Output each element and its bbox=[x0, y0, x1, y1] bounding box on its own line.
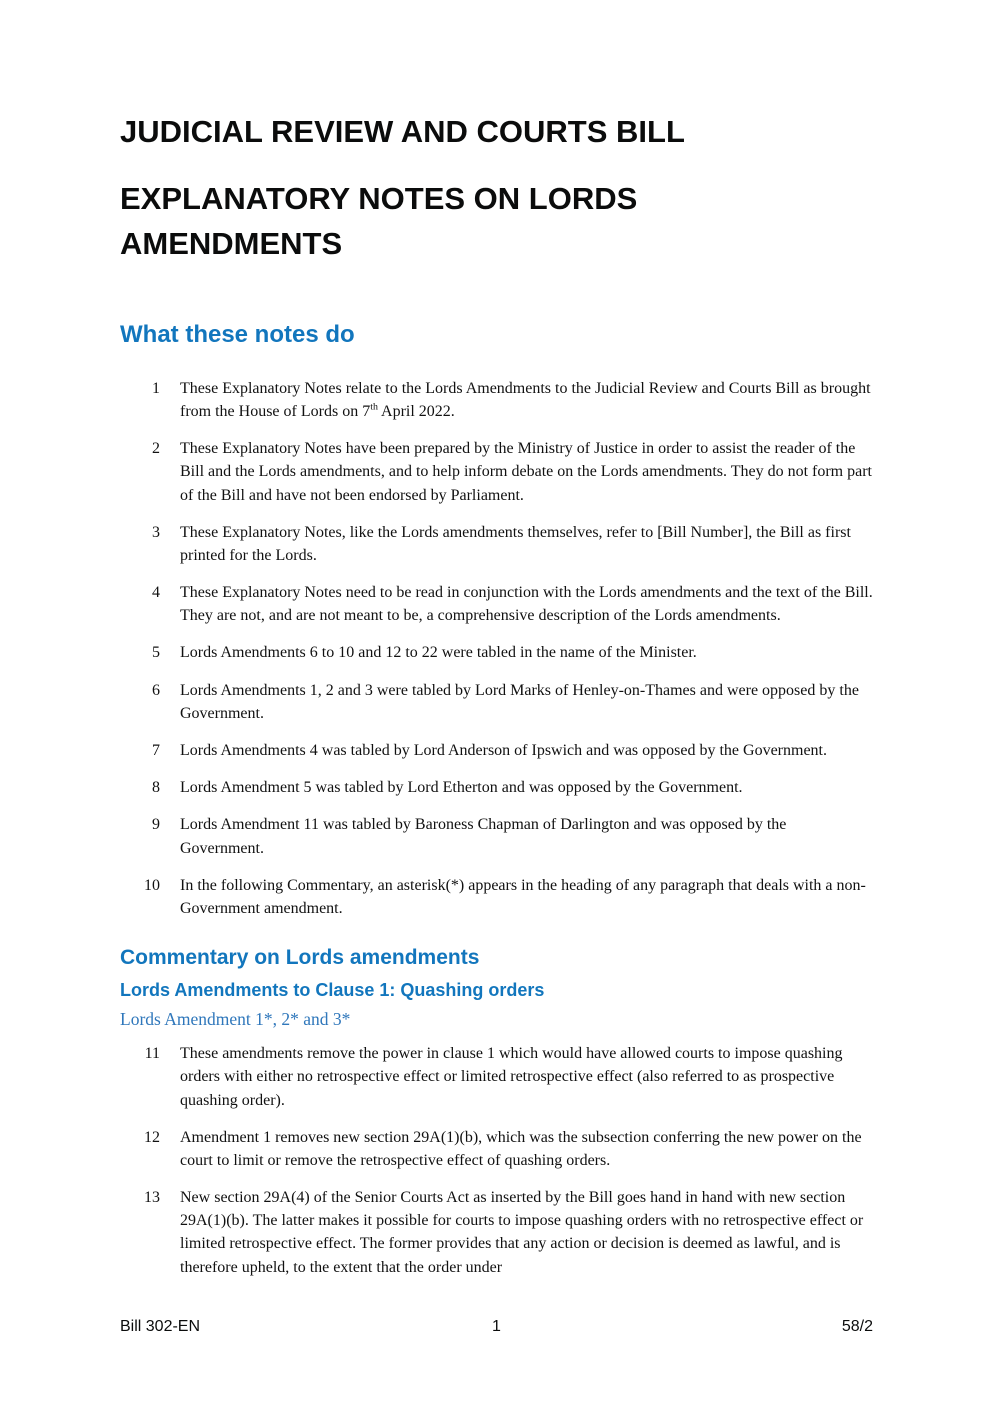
paragraph-text: Amendment 1 removes new section 29A(1)(b), which was the subsection conferring the new power on the court to limit or remove the retrospective effect of quashing orders. bbox=[180, 1128, 862, 1169]
paragraph-number: 2 bbox=[152, 440, 160, 458]
paragraph-1 bbox=[120, 377, 873, 423]
paragraph-text: Lords Amendment 5 was tabled by Lord Etherton and was opposed by the Government. bbox=[180, 779, 743, 797]
paragraph-number: 7 bbox=[152, 742, 160, 760]
subsection-heading-clause-1: Lords Amendments to Clause 1: Quashing orders bbox=[120, 980, 545, 1001]
paragraph-number: 1 bbox=[152, 379, 160, 397]
paragraph-text: These Explanatory Notes have been prepared by the Ministry of Justice in order to assist the reader of the Bill and the Lords amendments, and to help inform debate on the Lords amendments. They do not form part of the Bill and have not been endorsed by Parliament. bbox=[180, 440, 872, 504]
paragraph-2 bbox=[120, 437, 873, 507]
paragraph-number: 12 bbox=[144, 1128, 160, 1146]
paragraph-number: 5 bbox=[152, 644, 160, 662]
paragraph-text: Lords Amendments 4 was tabled by Lord Anderson of Ipswich and was opposed by the Government. bbox=[180, 742, 827, 760]
paragraph-text: In the following Commentary, an asterisk(*) appears in the heading of any paragraph that deals with a non-Government amendment. bbox=[180, 876, 866, 917]
paragraph-number: 10 bbox=[144, 876, 160, 894]
document-title: JUDICIAL REVIEW AND COURTS BILL bbox=[120, 114, 685, 149]
paragraph-text: Lords Amendments 1, 2 and 3 were tabled by Lord Marks of Henley-on-Thames and were opposed by the Government. bbox=[180, 681, 859, 722]
paragraph-13 bbox=[120, 1186, 873, 1279]
paragraph-number: 6 bbox=[152, 681, 160, 699]
paragraph-number: 11 bbox=[144, 1045, 160, 1063]
paragraph-5 bbox=[120, 641, 873, 664]
paragraph-text: These amendments remove the power in clause 1 which would have allowed courts to impose quashing orders with either no retrospective effect or limited retrospective effect (also referred to as prospective quashing order). bbox=[180, 1045, 843, 1109]
paragraph-4 bbox=[120, 581, 873, 627]
footer-page-number: 1 bbox=[492, 1318, 501, 1335]
paragraph-number: 13 bbox=[144, 1189, 160, 1207]
paragraph-number: 3 bbox=[152, 523, 160, 541]
section-heading-what-these-notes-do: What these notes do bbox=[120, 320, 355, 348]
paragraph-11 bbox=[120, 1042, 873, 1112]
paragraph-number: 9 bbox=[152, 816, 160, 834]
paragraph-text-post: April 2022. bbox=[377, 402, 455, 420]
intro-paragraphs bbox=[120, 377, 873, 920]
paragraph-7 bbox=[120, 739, 873, 762]
footer-session-number: 58/2 bbox=[841, 1318, 873, 1335]
paragraph-10 bbox=[120, 874, 873, 920]
commentary-paragraphs bbox=[120, 1042, 873, 1279]
page-footer bbox=[120, 1318, 873, 1336]
ordinal-superscript: th bbox=[370, 401, 378, 413]
section-heading-commentary: Commentary on Lords amendments bbox=[120, 946, 480, 970]
paragraph-number: 8 bbox=[152, 779, 160, 797]
document-subtitle: EXPLANATORY NOTES ON LORDS AMENDMENTS bbox=[120, 180, 638, 261]
paragraph-text: These Explanatory Notes need to be read in conjunction with the Lords amendments and the text of the Bill. They are not, and are not meant to be, a comprehensive description of the Lords amendments. bbox=[180, 584, 873, 625]
paragraph-12 bbox=[120, 1126, 873, 1172]
paragraph-text: New section 29A(4) of the Senior Courts Act as inserted by the Bill goes hand in hand with new section 29A(1)(b). The latter makes it possible for courts to impose quashing orders with no retrospective effect or limited retrospective effect. The former provides that any action or decision is deemed as lawful, and is therefore upheld, to the extent that the order under bbox=[180, 1189, 864, 1276]
paragraph-number: 4 bbox=[152, 584, 160, 602]
paragraph-8 bbox=[120, 776, 873, 799]
paragraph-3 bbox=[120, 521, 873, 567]
paragraph-text: Lords Amendments 6 to 10 and 12 to 22 were tabled in the name of the Minister. bbox=[180, 644, 697, 662]
paragraph-text bbox=[180, 377, 873, 423]
paragraph-text-pre: These Explanatory Notes relate to the Lords Amendments to the Judicial Review and Courts Bill as brought from the House of Lords on 7 bbox=[180, 379, 871, 420]
paragraph-9 bbox=[120, 813, 873, 859]
subsection-heading-amendments-1-2-3: Lords Amendment 1*, 2* and 3* bbox=[120, 1009, 351, 1030]
footer-bill-number: Bill 302-EN bbox=[120, 1318, 201, 1335]
paragraph-text: Lords Amendment 11 was tabled by Baroness Chapman of Darlington and was opposed by the Government. bbox=[180, 816, 787, 857]
paragraph-6 bbox=[120, 679, 873, 725]
paragraph-text: These Explanatory Notes, like the Lords amendments themselves, refer to [Bill Number], the Bill as first printed for the Lords. bbox=[180, 523, 851, 564]
